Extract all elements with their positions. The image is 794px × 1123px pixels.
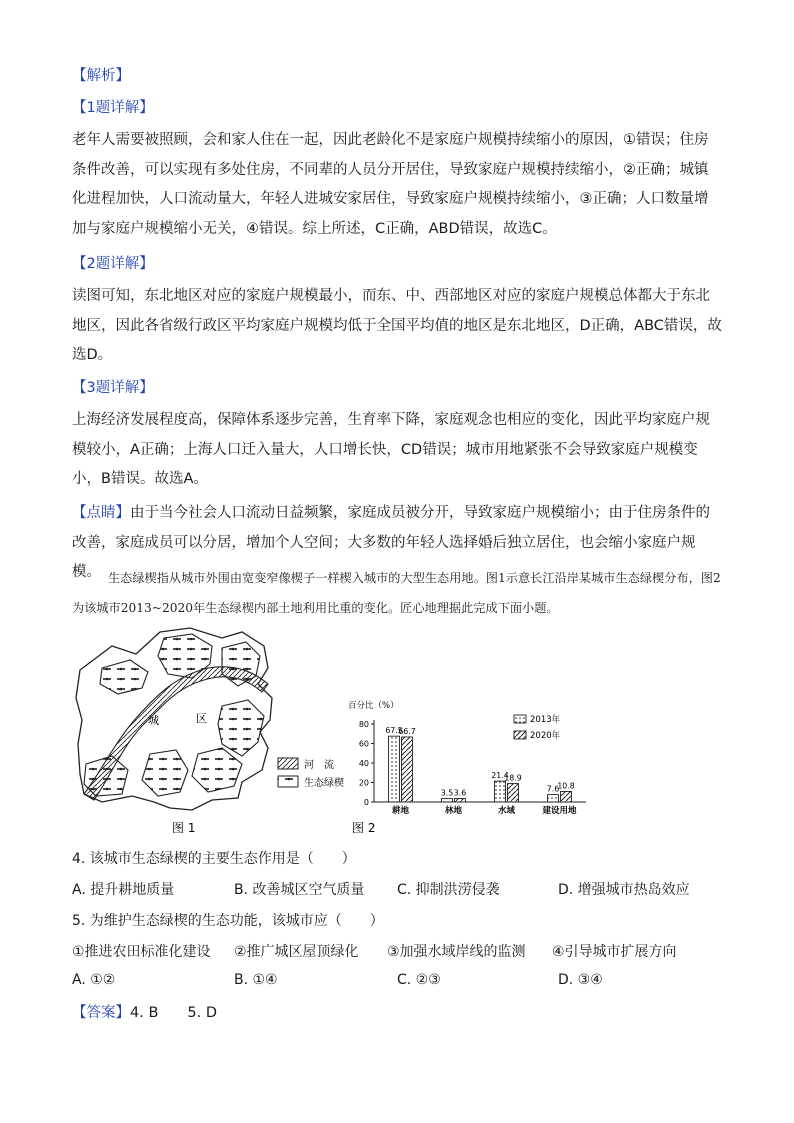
- bar-value-label: 3.6: [453, 788, 467, 798]
- q4-option-d[interactable]: D. 增强城市热岛效应: [558, 882, 690, 898]
- legend-swatch-2013年: [514, 715, 526, 723]
- question-5: [72, 910, 722, 938]
- q2-heading: 【2题详解】: [72, 256, 154, 272]
- bar-value-label: 10.8: [557, 781, 575, 791]
- city-label-2: 区: [196, 712, 207, 725]
- q5-option-c[interactable]: C. ②③: [397, 972, 441, 988]
- bar-value-label: 7.6: [546, 784, 560, 794]
- q5-statement-2: ②推广城区屋顶绿化: [234, 944, 359, 960]
- q5-statements: [72, 941, 722, 969]
- q4-option-b[interactable]: B. 改善城区空气质量: [234, 882, 365, 898]
- y-tick-label: 0: [363, 798, 369, 807]
- q3-explanation: 上海经济发展程度高，保障体系逐步完善，生育率下降，家庭观念也相应的变化，因此平均家庭户规模较小，A正确；上海人口迁入量大，人口增长快，CD错误；城市用地紧张不会导致家庭户规模变小，B错误。故选A。: [72, 412, 710, 488]
- tip-text: 由于当今社会人口流动日益频繁，家庭成员被分开，导致家庭户规模缩小；由于住房条件的改善，家庭成员可以分居，增加个人空间；大多数的年轻人选择婚后独立居住，也会缩小家庭户规模。: [72, 505, 710, 581]
- q5-statement-4: ④引导城市扩展方向: [552, 944, 677, 960]
- q5-options: [72, 972, 722, 1000]
- x-tick-label: 耕地: [391, 806, 410, 816]
- q5-statement-3: ③加强水域岸线的监测: [387, 944, 526, 960]
- bar-value-label: 67.5: [385, 726, 403, 736]
- q4-options: [72, 879, 722, 907]
- answer-text: 4. B 5. D: [130, 1005, 217, 1021]
- figure-1-map: [72, 624, 352, 840]
- legend-river-label: 河 流: [304, 760, 334, 771]
- bar-value-label: 3.5: [440, 788, 454, 798]
- bar-水域-2020年: [508, 784, 519, 802]
- bar-耕地-2020年: [402, 737, 413, 802]
- answer-line: [72, 999, 722, 1029]
- figure-2-chart: [346, 696, 596, 840]
- q4-stem: 4. 该城市生态绿楔的主要生态作用是（ ）: [72, 851, 356, 867]
- bar-林地-2020年: [455, 798, 466, 802]
- bar-value-label: 66.7: [398, 726, 416, 736]
- q1-explanation: 老年人需要被照顾，会和家人住在一起，因此老龄化不是家庭户规模持续缩小的原因，①错误；住房条件改善，可以实现有多处住房，不同辈的人员分开居住，导致家庭户规模持续缩小，②正确；城镇化进程加快，人口流动量大，年轻人进城安家居住，导致家庭户规模持续缩小，③正确；人口数量增加与家庭户规模缩小无关，④错误。综上所述，C正确，ABD错误，故选C。: [72, 132, 709, 237]
- bar-耕地-2013年: [389, 736, 400, 802]
- legend-swatch-2020年: [514, 731, 526, 739]
- answer-label: 【答案】: [72, 1005, 130, 1021]
- q3-heading: 【3题详解】: [72, 380, 154, 396]
- legend-label: 2020年: [530, 731, 561, 741]
- bar-value-label: 18.9: [504, 773, 522, 783]
- bar-建设用地-2013年: [548, 795, 559, 802]
- y-tick-label: 80: [358, 720, 369, 729]
- x-tick-label: 建设用地: [542, 806, 577, 816]
- tip-label: 【点睛】: [72, 505, 130, 521]
- q5-stem: 5. 为维护生态绿楔的生态功能，该城市应（ ）: [72, 913, 384, 929]
- y-tick-label: 40: [358, 759, 369, 768]
- x-tick-label: 林地: [444, 806, 463, 816]
- bar-林地-2013年: [442, 799, 453, 802]
- y-tick-label: 20: [358, 778, 369, 788]
- bar-水域-2013年: [495, 781, 506, 802]
- q4-option-c[interactable]: C. 抑制洪涝侵袭: [397, 882, 500, 898]
- q5-option-d[interactable]: D. ③④: [558, 972, 603, 988]
- q4-option-a[interactable]: A. 提升耕地质量: [72, 882, 175, 898]
- figure-2-caption: 图 2: [352, 821, 376, 835]
- legend-label: 2013年: [530, 715, 561, 725]
- q2-explanation: 读图可知，东北地区对应的家庭户规模最小，而东、中、西部地区对应的家庭户规模总体都大于东北地区，因此各省级行政区平均家庭户规模均低于全国平均值的地区是东北地区，D正确，ABC错误，故选D。: [72, 288, 722, 364]
- q5-option-b[interactable]: B. ①④: [234, 972, 278, 988]
- legend-wedge-label: 生态绿楔: [304, 778, 344, 789]
- y-axis-label: 百分比（%）: [348, 701, 399, 711]
- legend-river-swatch: [278, 758, 298, 769]
- analysis-heading: 【解析】: [72, 68, 130, 84]
- figure-1-caption: 图 1: [172, 821, 196, 835]
- q1-heading: 【1题详解】: [72, 100, 154, 116]
- bar-建设用地-2020年: [561, 791, 572, 802]
- bar-value-label: 21.4: [491, 771, 509, 781]
- city-label-1: 城: [148, 714, 159, 727]
- material-intro: 生态绿楔指从城市外围由宽变窄像楔子一样楔入城市的大型生态用地。图1示意长江沿岸某城市生态绿楔分布，图2为该城市2013~2020年生态绿楔内部土地利用比重的变化。匠心地理据此完成下面小题。: [72, 571, 721, 615]
- x-tick-label: 水域: [497, 806, 516, 816]
- question-4: [72, 848, 722, 876]
- q5-statement-1: ①推进农田标准化建设: [72, 944, 211, 960]
- legend-wedge-swatch: [278, 776, 298, 787]
- q5-option-a[interactable]: A. ①②: [72, 972, 116, 988]
- y-tick-label: 60: [358, 739, 369, 749]
